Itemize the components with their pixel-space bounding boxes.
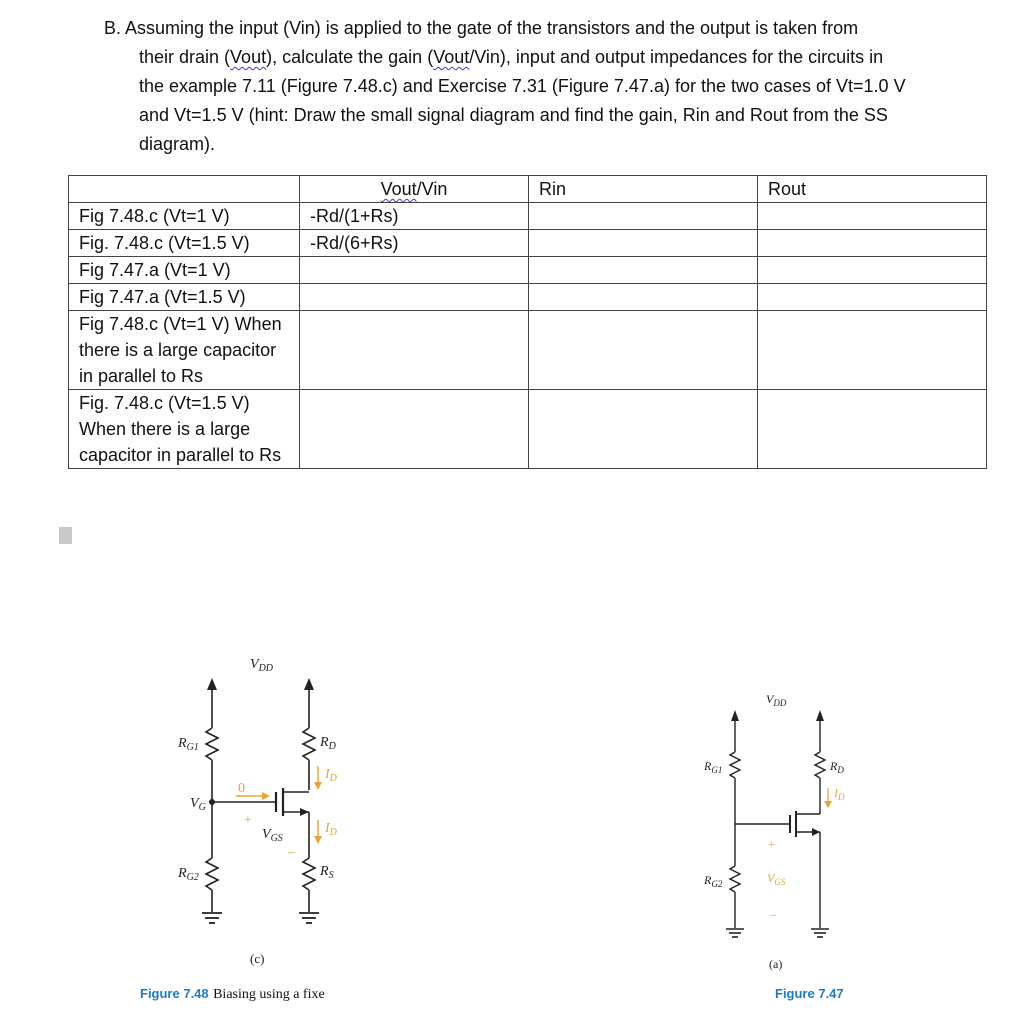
rout-cell[interactable] — [758, 203, 987, 230]
node-dot — [209, 799, 215, 805]
row-label[interactable]: Fig. 7.48.c (Vt=1.5 V) When there is a large capacitor in parallel to Rs — [69, 390, 300, 469]
question-line-5: diagram). — [139, 134, 216, 154]
resistor-rg1 — [730, 752, 740, 778]
rin-cell[interactable] — [529, 390, 758, 469]
table-row — [69, 311, 987, 390]
table-header-row — [69, 176, 987, 203]
rd-label: $R_D$ — [830, 759, 844, 775]
rin-cell[interactable] — [529, 311, 758, 390]
rd-label: $R_D$ — [320, 735, 336, 752]
plus-sign: + — [244, 813, 252, 828]
row-label[interactable]: Fig 7.47.a (Vt=1 V) — [69, 257, 300, 284]
rout-cell[interactable] — [758, 390, 987, 469]
minus-sign: – — [288, 845, 295, 860]
rout-cell[interactable] — [758, 284, 987, 311]
supply-arrow — [816, 710, 824, 721]
question-seg: their drain ( — [139, 47, 231, 67]
row-label[interactable]: Fig 7.48.c (Vt=1 V) When there is a large capacitor in parallel to Rs — [69, 311, 300, 390]
rs-label: $R_S$ — [320, 864, 334, 881]
question-seg: ), calculate the gain ( — [266, 47, 434, 67]
rin-cell[interactable] — [529, 257, 758, 284]
vg-label: $V_G$ — [190, 796, 206, 813]
table-row — [69, 284, 987, 311]
gain-cell[interactable] — [300, 284, 529, 311]
rout-cell[interactable] — [758, 311, 987, 390]
subfigure-label-a: (a) — [769, 957, 783, 971]
gain-cell[interactable]: -Rd/(1+Rs) — [300, 203, 529, 230]
id-arrowhead — [314, 836, 322, 844]
id-label-upper: $I_D$ — [325, 767, 337, 784]
header-cell-gain[interactable] — [300, 176, 529, 203]
subfigure-label-c: (c) — [250, 951, 265, 966]
circuit-figure-7-48c — [150, 650, 410, 980]
question-text — [104, 14, 984, 159]
supply-arrow — [731, 710, 739, 721]
row-label[interactable]: Fig 7.48.c (Vt=1 V) — [69, 203, 300, 230]
vgs-label: $V_{GS}$ — [767, 871, 786, 887]
row-label[interactable]: Fig. 7.48.c (Vt=1.5 V) — [69, 230, 300, 257]
row-label[interactable]: Fig 7.47.a (Vt=1.5 V) — [69, 284, 300, 311]
source-arrow — [812, 828, 820, 836]
id-arrowhead — [314, 782, 322, 790]
table-row — [69, 230, 987, 257]
header-cell-rin[interactable]: Rin — [529, 176, 758, 203]
text-cursor — [59, 527, 72, 544]
question-line-2 — [104, 43, 984, 72]
question-line-1: B. Assuming the input (Vin) is applied to the gate of the transistors and the output is taken from — [104, 18, 859, 38]
rg2-label: $R_{G2}$ — [704, 873, 723, 889]
plus-sign: + — [768, 837, 775, 851]
question-line-4: and Vt=1.5 V (hint: Draw the small signal diagram and find the gain, Rin and Rout from the SS — [139, 105, 888, 125]
rg1-label: $R_{G1}$ — [178, 736, 199, 753]
id-arrowhead — [824, 801, 832, 808]
header-gain-rest: /Vin — [416, 179, 448, 199]
caption-number: Figure 7.48 — [140, 986, 209, 1001]
table-row — [69, 257, 987, 284]
rg1-label: $R_{G1}$ — [704, 759, 723, 775]
zero-current-label: 0 — [238, 781, 245, 796]
figure-7-47-caption — [775, 985, 844, 1003]
table-row — [69, 390, 987, 469]
figure-7-48-caption — [140, 985, 370, 1003]
spellcheck-word: Vout — [380, 179, 417, 199]
vdd-label: $V_{DD}$ — [250, 657, 274, 674]
resistor-rs — [303, 858, 315, 890]
question-line-3: the example 7.11 (Figure 7.48.c) and Exercise 7.31 (Figure 7.47.a) for the two cases of Vt=1.0 V — [139, 76, 906, 96]
header-cell-label[interactable] — [69, 176, 300, 203]
header-cell-rout[interactable]: Rout — [758, 176, 987, 203]
resistor-rg2 — [730, 866, 740, 892]
gain-cell[interactable] — [300, 390, 529, 469]
vdd-label: $V_{DD}$ — [766, 692, 787, 708]
id-label-lower: $I_D$ — [325, 821, 337, 838]
rin-cell[interactable] — [529, 230, 758, 257]
spellcheck-word: Vout — [230, 47, 267, 67]
caption-text: Biasing using a fixe — [213, 987, 325, 1002]
supply-arrow — [304, 678, 314, 690]
resistor-rg1 — [206, 728, 218, 760]
caption-number: Figure 7.47 — [775, 986, 844, 1001]
rin-cell[interactable] — [529, 203, 758, 230]
resistor-rd — [815, 752, 825, 778]
rg2-label: $R_{G2}$ — [178, 866, 199, 883]
gain-cell[interactable] — [300, 257, 529, 284]
minus-sign: – — [770, 907, 776, 921]
resistor-rg2 — [206, 858, 218, 890]
question-seg: /Vin), input and output impedances for the circuits in — [469, 47, 884, 67]
rin-cell[interactable] — [529, 284, 758, 311]
rout-cell[interactable] — [758, 230, 987, 257]
source-arrow — [300, 808, 309, 816]
rout-cell[interactable] — [758, 257, 987, 284]
answer-table — [68, 175, 987, 469]
vgs-label: $V_{GS}$ — [262, 827, 283, 844]
gain-cell[interactable] — [300, 311, 529, 390]
id-label: $I_D$ — [834, 786, 845, 802]
gate-current-arrowhead — [262, 792, 270, 800]
gain-cell[interactable]: -Rd/(6+Rs) — [300, 230, 529, 257]
spellcheck-word: Vout — [433, 47, 470, 67]
circuit-figure-7-47a — [690, 680, 880, 980]
resistor-rd — [303, 728, 315, 760]
table-row — [69, 203, 987, 230]
supply-arrow — [207, 678, 217, 690]
